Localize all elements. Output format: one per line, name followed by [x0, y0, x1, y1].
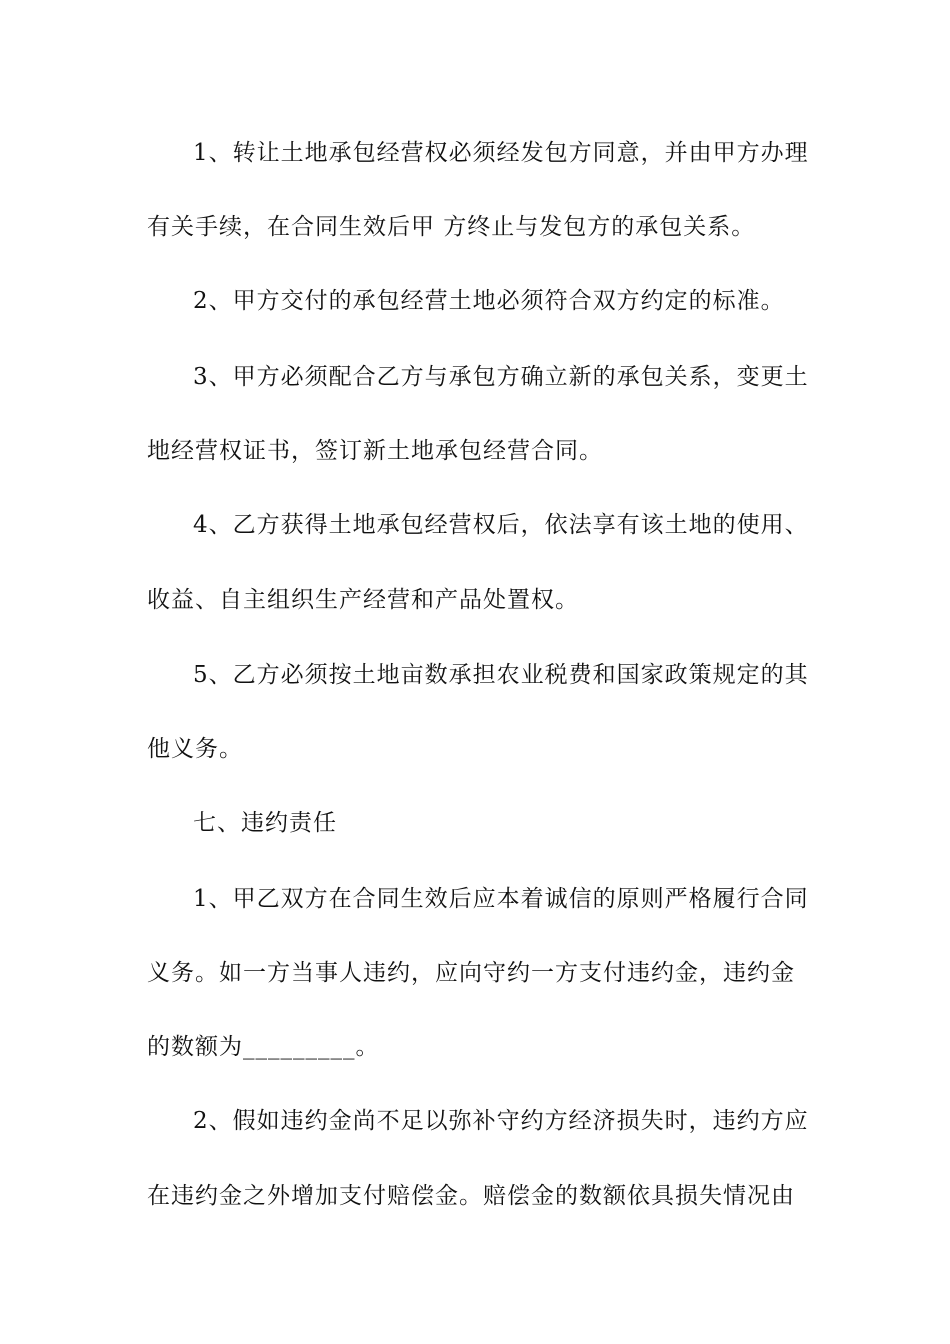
paragraph-line: 义务。如一方当事人违约，应向守约一方支付违约金，违约金	[147, 960, 795, 986]
section-heading: 七、违约责任	[193, 810, 337, 836]
paragraph-line: 地经营权证书，签订新土地承包经营合同。	[147, 438, 603, 464]
paragraph-line: 有关手续，在合同生效后甲 方终止与发包方的承包关系。	[147, 214, 756, 240]
paragraph-line: 的数额为_________。	[147, 1034, 380, 1060]
paragraph-line: 1、转让土地承包经营权必须经发包方同意，并由甲方办理	[193, 140, 809, 166]
paragraph-line: 2、假如违约金尚不足以弥补守约方经济损失时，违约方应	[193, 1108, 809, 1134]
paragraph-line: 2、甲方交付的承包经营土地必须符合双方约定的标准。	[193, 288, 785, 314]
paragraph-line: 他义务。	[147, 736, 243, 762]
paragraph-line: 3、甲方必须配合乙方与承包方确立新的承包关系，变更土	[193, 364, 809, 390]
paragraph-line: 在违约金之外增加支付赔偿金。赔偿金的数额依具损失情况由	[147, 1183, 795, 1209]
paragraph-line: 5、乙方必须按土地亩数承担农业税费和国家政策规定的其	[193, 662, 809, 688]
paragraph-line: 收益、自主组织生产经营和产品处置权。	[147, 587, 579, 613]
paragraph-line: 4、乙方获得土地承包经营权后，依法享有该土地的使用、	[193, 512, 809, 538]
paragraph-line: 1、甲乙双方在合同生效后应本着诚信的原则严格履行合同	[193, 886, 809, 912]
